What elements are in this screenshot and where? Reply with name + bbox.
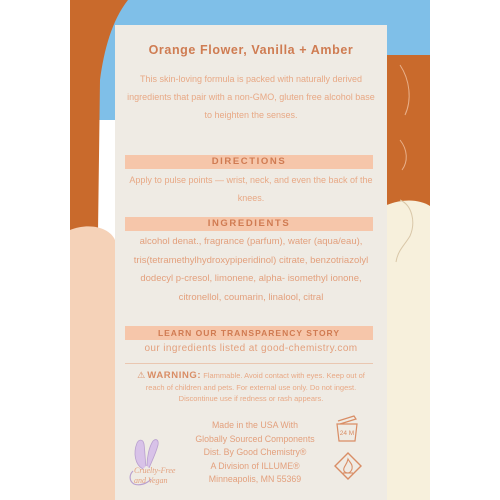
made-line: Globally Sourced Components <box>195 433 315 444</box>
transparency-heading: LEARN OUR TRANSPARENCY STORY <box>125 326 373 340</box>
transparency-text: our ingredients listed at good-chemistry.com <box>144 343 358 354</box>
ingredients-heading: INGREDIENTS <box>125 217 373 231</box>
directions-heading: DIRECTIONS <box>125 155 373 169</box>
badge-line: Cruelty-Free <box>134 466 176 475</box>
flame-diamond-icon <box>334 452 362 480</box>
ingredients-text: alcohol denat., fragrance (parfum), water (aqua/eau), tris(tetramethylhydroxypiperidinol) citrate, benzotriazolyl dodecyl p-cresol, limonene, alpha- isomethyl ionone, citronellol, coumarin, linalool, citral <box>133 236 369 303</box>
badge-line: and Vegan <box>134 475 168 485</box>
warning-block <box>127 370 375 405</box>
divider <box>125 363 373 364</box>
product-label-card <box>115 25 387 500</box>
warning-text: Flammable. Avoid contact with eyes. Keep out of reach of children and pets. For external use only. Do not ingest. Discontinue use if redness or rash appears. <box>145 371 365 403</box>
directions-text: Apply to pulse points — wrist, neck, and even the back of the knees. <box>129 175 373 203</box>
made-line: A Division of ILLUME® <box>210 460 300 471</box>
warning-heading: WARNING: <box>147 370 202 381</box>
made-line: Made in the USA With <box>211 420 299 430</box>
cruelty-free-badge <box>134 466 194 485</box>
pao-label: 24 M <box>339 430 355 437</box>
made-line: Minneapolis, MN 55369 <box>208 474 302 484</box>
product-intro: This skin-loving formula is packed with naturally derived ingredients that pair with a non-GMO, gluten free alcohol base to heighten the senses. <box>127 74 375 120</box>
product-title: Orange Flower, Vanilla + Amber <box>148 43 354 57</box>
warning-icon: ⚠ <box>137 370 146 380</box>
open-jar-icon <box>334 414 360 444</box>
made-line: Dist. By Good Chemistry® <box>203 447 307 457</box>
manufacturer-info <box>175 419 335 487</box>
